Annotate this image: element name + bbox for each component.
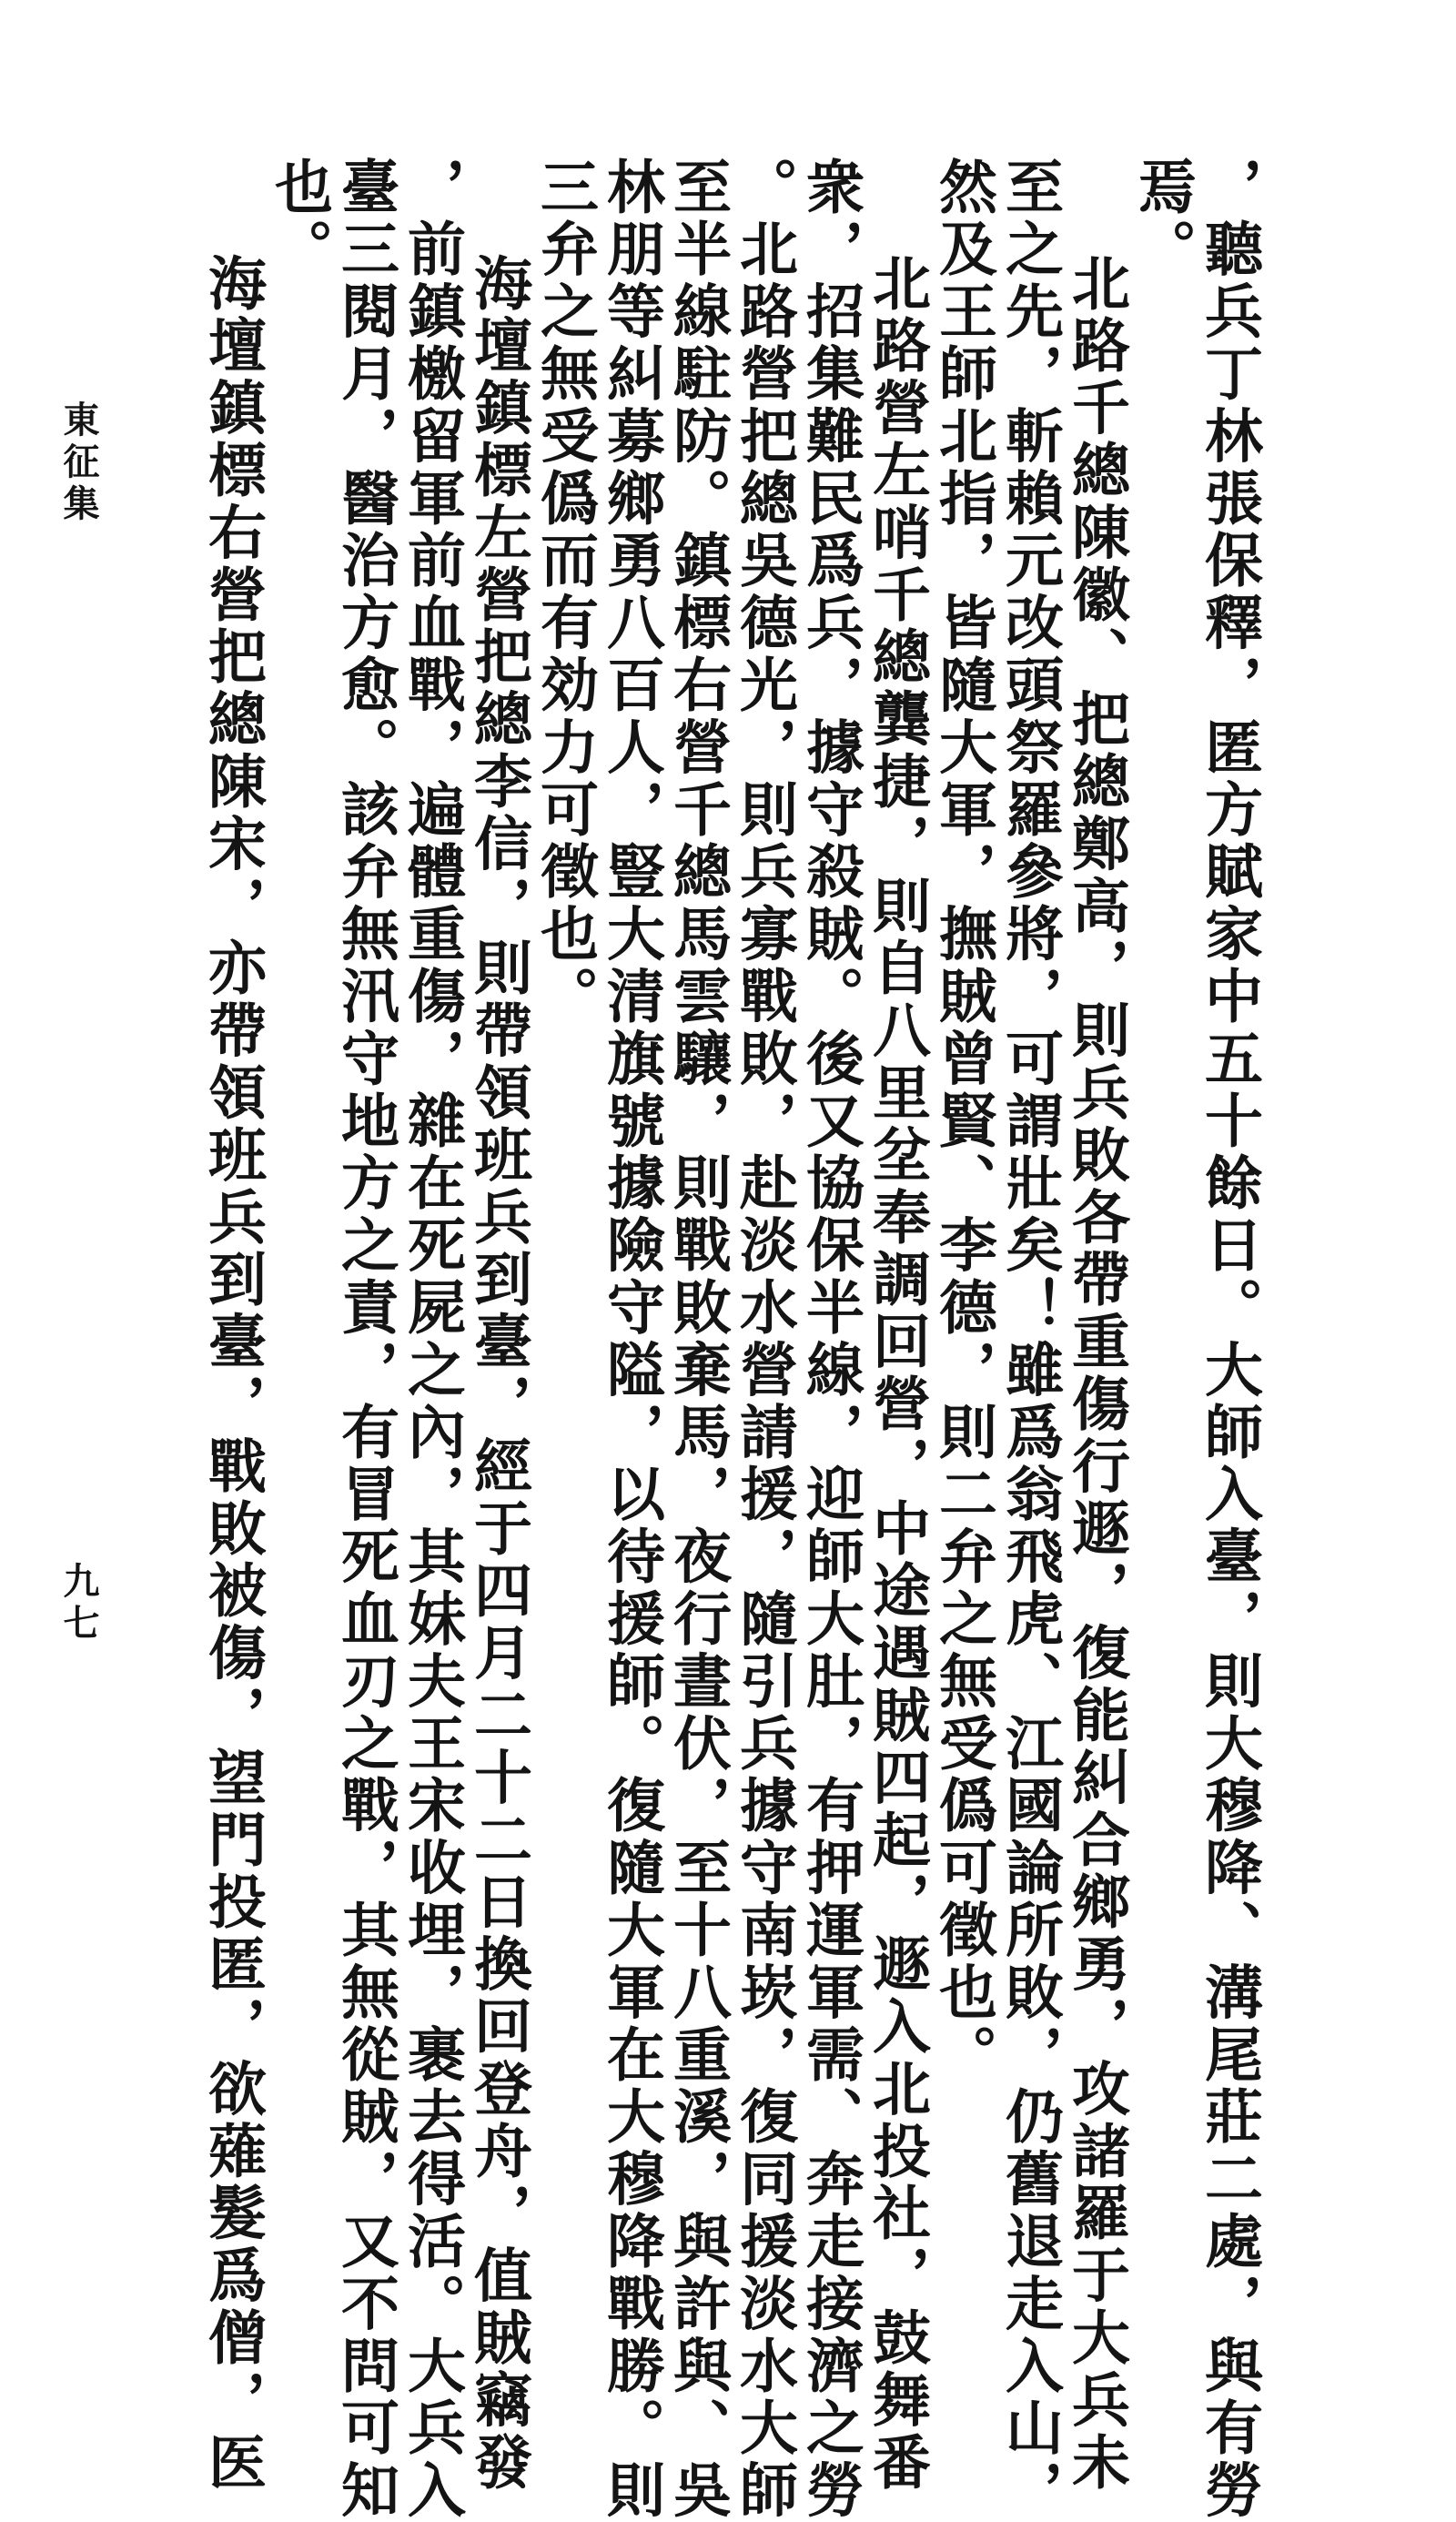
text-column-1: ，聽兵丁林張保釋，匿方賦家中五十餘日。大師入臺，則大穆降、溝尾莊二處，與有勞 — [1195, 157, 1263, 2522]
text-column-11: 三弁之無受僞而有効力可徵也。 — [531, 157, 599, 1028]
text-column-15: 也。 — [265, 157, 333, 281]
text-column-9: 至半線駐防。鎮標右營千總馬雲驤，則戰敗棄馬，夜行晝伏，至十八重溪，與許與、吳 — [663, 157, 732, 2522]
page-number: 九七 — [57, 1562, 100, 1646]
text-column-5: 然及王師北指，皆隨大軍，撫賊曾賢、李德，則二弁之無受僞可徵也。 — [929, 157, 997, 2087]
text-column-13: ，前鎮檄留軍前血戰，遍體重傷，雜在死屍之內，其妹夫王宋收埋，裹去得活。大兵入 — [398, 157, 466, 2522]
text-column-7: 衆，招集難民爲兵，據守殺賊。後又協保半線，迎師大肚，有押運軍需、奔走接濟之勞 — [796, 157, 864, 2522]
text-column-16: 海壇鎮標右營把總陳宋，亦帶領班兵到臺，戰敗被傷，望門投匿，欲薙髮爲僧，医 — [198, 253, 267, 2495]
text-column-6: 北路營左哨千總龔捷，則自八里坌奉調回營，中途遇賊四起，遯入北投社，鼓舞番 — [863, 253, 931, 2495]
text-column-2: 焉。 — [1128, 157, 1197, 281]
text-column-3: 北路千總陳徽、把總鄭高，則兵敗各帶重傷行遯，復能糾合鄉勇，攻諸羅于大兵未 — [1062, 253, 1130, 2495]
text-column-8: 。北路營把總吳德光，則兵寡戰敗，赴淡水營請援，隨引兵據守南崁，復同援淡水大師 — [730, 157, 798, 2522]
book-title: 東征集 — [57, 400, 100, 526]
text-column-10: 林朋等糾募鄉勇八百人，豎大清旗號據險守隘，以待援師。復隨大軍在大穆降戰勝。則 — [597, 157, 665, 2522]
text-column-14: 臺三閱月，醫治方愈。該弁無汛守地方之責，有冒死血刃之戰，其無從賊，又不問可知 — [331, 157, 399, 2522]
text-column-4: 至之先，斬賴元改頭祭羅參將，可謂壯矣！雖爲翁飛虎、江國論所敗，仍舊退走入山， — [996, 157, 1064, 2522]
text-column-12: 海壇鎮標左營把總李信，則帶領班兵到臺，經于四月二十二日換回登舟，值賊竊發 — [464, 253, 532, 2495]
